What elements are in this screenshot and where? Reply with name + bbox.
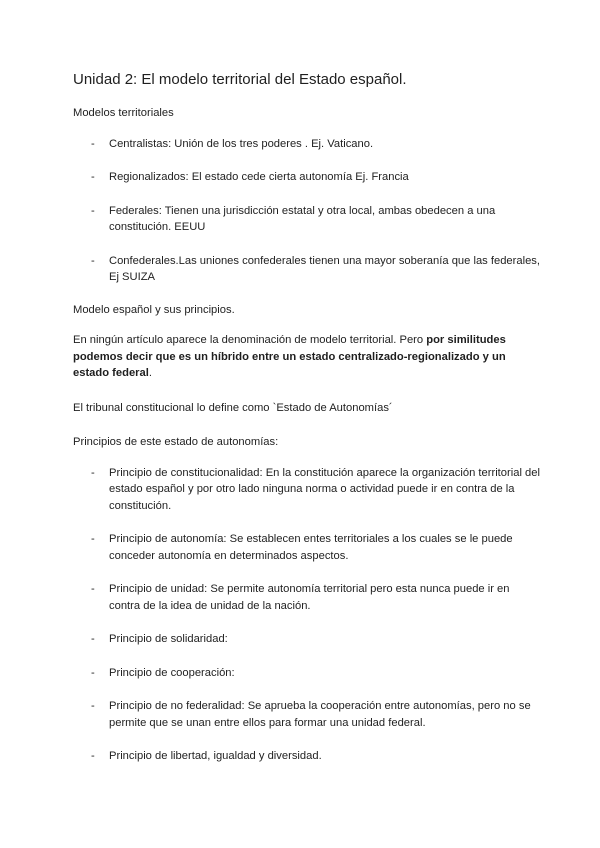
dash-bullet: -: [91, 533, 95, 545]
list-item: [91, 253, 540, 286]
modelos-list: [73, 136, 540, 286]
section-heading-modelo-espanol: Modelo español y sus principios.: [73, 303, 235, 316]
list-item-text: Principio de autonomía: Se establecen entes territoriales a los cuales se le puede conceder autonomía en determinados aspectos.: [109, 533, 513, 562]
dash-bullet: -: [91, 204, 95, 217]
list-item-text: Confederales.Las uniones confederales tienen una mayor soberanía que las federales, Ej SUIZA: [109, 254, 541, 283]
dash-bullet: -: [91, 700, 95, 712]
dash-bullet: -: [91, 750, 95, 762]
list-item-text: Centralistas: Unión de los tres poderes . Ej. Vaticano.: [109, 137, 374, 150]
section-heading-modelos: Modelos territoriales: [73, 107, 174, 119]
list-item: [91, 531, 540, 564]
dash-bullet: -: [91, 633, 95, 645]
paragraph-text: En ningún artículo aparece la denominación de modelo territorial. Pero: [73, 334, 427, 346]
paragraph-text-end: .: [148, 367, 152, 379]
list-item-text: Principio de solidaridad:: [109, 633, 228, 645]
list-item-text: Federales: Tienen una jurisdicción estatal y otra local, ambas obedecen a una constitución. EEUU: [109, 204, 496, 233]
list-item: [91, 631, 540, 648]
list-item-text: Principio de unidad: Se permite autonomía territorial pero esta nunca puede ir en contra de la idea de unidad de la nación.: [109, 583, 510, 612]
list-item: [91, 136, 540, 153]
list-item-text: Principio de constitucionalidad: En la constitución aparece la organización territorial del estado español y por otro lado ninguna norma o actividad puede ir en contra de la constitución.: [109, 466, 540, 512]
principles-list: [73, 465, 540, 765]
paragraph-modelo: [73, 332, 540, 382]
list-item-text: Principio de cooperación:: [109, 666, 235, 679]
dash-bullet: -: [91, 583, 95, 595]
list-item: [91, 203, 540, 236]
dash-bullet: -: [91, 666, 95, 679]
dash-bullet: -: [91, 254, 95, 267]
dash-bullet: -: [91, 466, 95, 479]
list-item: [91, 665, 540, 682]
list-item: [91, 169, 540, 186]
principles-heading: Principios de este estado de autonomías:: [73, 436, 279, 448]
list-item-text: Principio de libertad, igualdad y diversidad.: [109, 750, 322, 762]
paragraph-tribunal: El tribunal constitucional lo define como `Estado de Autonomías´: [73, 401, 393, 414]
dash-bullet: -: [91, 171, 95, 183]
list-item: [91, 748, 540, 765]
list-item: [91, 698, 540, 731]
list-item: [91, 465, 540, 515]
list-item-text: Principio de no federalidad: Se aprueba la cooperación entre autonomías, pero no se permite que se unan entre ellos para formar una unidad federal.: [109, 700, 531, 729]
dash-bullet: -: [91, 137, 95, 150]
document-title: Unidad 2: El modelo territorial del Estado español.: [73, 71, 407, 88]
paragraph-bold-text: por similitudes podemos decir que es un híbrido entre un estado centralizado-regionalizado y un estado federal: [73, 334, 506, 379]
list-item: [91, 581, 540, 614]
list-item-text: Regionalizados: El estado cede cierta autonomía Ej. Francia: [109, 171, 409, 183]
